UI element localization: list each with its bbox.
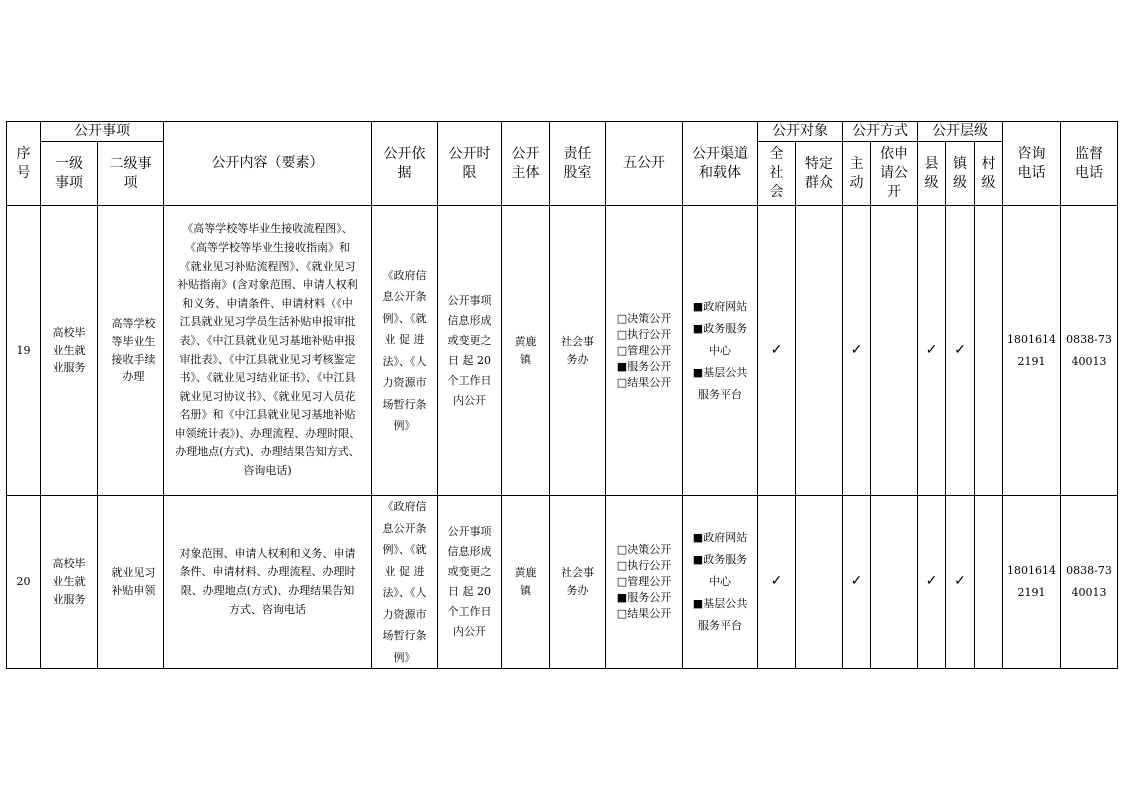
check-method-active: ✓ (843, 206, 871, 496)
table-header (7, 122, 1118, 206)
table-row (7, 206, 1118, 496)
cell-subject: 黄鹿 镇 (502, 496, 550, 669)
cell-level1: 高校毕 业生就 业服务 (41, 496, 98, 669)
cell-seq: 19 (7, 206, 41, 496)
header-channel: 公开渠道 和载体 (683, 122, 758, 206)
header-level1: 一级 事项 (41, 142, 98, 206)
cell-level2: 高等学校 等毕业生 接收手续 办理 (98, 206, 164, 496)
cell-content: 《高等学校等毕业生接收流程图》、 《高等学校等毕业生接收指南》和 《就业见习补贴流程图》、《就业见习 补贴指南》(含对象范围、申请人权利 和义务、申请条件、申请材料（《中 江县就业见习学员生活补贴申报审批 表》、《中江县就业见习基地补贴申报 审批表》、《中江县就业见习考核鉴定 书》、《就业见习结业证书》、《中江县 就业见习协议书》、《就业见习人员花 名册》和《中江县就业见习基地补贴 申领统计表》)、办理流程、办理时限、 办理地点(方式)、办理结果告知方式、 咨询电话) (164, 206, 372, 496)
header-level-village: 村 级 (975, 142, 1003, 206)
check-level-village (975, 496, 1003, 669)
cell-basis: 《政府信 息公开条 例》、《就 业 促 进 法》、《人 力资源市 场暂行条 例》 (372, 206, 438, 496)
header-level-town: 镇 级 (946, 142, 975, 206)
header-level-county: 县 级 (918, 142, 946, 206)
cell-dept: 社会事 务办 (550, 496, 606, 669)
cell-dept: 社会事 务办 (550, 206, 606, 496)
header-content: 公开内容（要素） (164, 122, 372, 206)
check-target-all: ✓ (758, 206, 796, 496)
header-supervise-phone: 监督 电话 (1061, 122, 1118, 206)
cell-time-limit: 公开事项 信息形成 或变更之 日 起 20 个工作日 内公开 (438, 206, 502, 496)
cell-supervise-phone: 0838-73 40013 (1061, 496, 1118, 669)
check-level-town: ✓ (946, 206, 975, 496)
cell-basis: 《政府信 息公开条 例》、《就 业 促 进 法》、《人 力资源市 场暂行条 例》 (372, 496, 438, 669)
header-method-active: 主 动 (843, 142, 871, 206)
header-subject: 公开 主体 (502, 122, 550, 206)
cell-channel: ■政府网站 ■政务服务 中心 ■基层公共 服务平台 (683, 206, 758, 496)
header-target-all: 全 社 会 (758, 142, 796, 206)
check-method-active: ✓ (843, 496, 871, 669)
header-level-group: 公开层级 (918, 122, 1003, 142)
cell-subject: 黄鹿 镇 (502, 206, 550, 496)
header-basis: 公开依 据 (372, 122, 438, 206)
check-level-county: ✓ (918, 496, 946, 669)
cell-time-limit: 公开事项 信息形成 或变更之 日 起 20 个工作日 内公开 (438, 496, 502, 669)
cell-five: □决策公开 □执行公开 □管理公开 ■服务公开 □结果公开 (606, 206, 683, 496)
cell-supervise-phone: 0838-73 40013 (1061, 206, 1118, 496)
cell-seq: 20 (7, 496, 41, 669)
cell-consult-phone: 1801614 2191 (1003, 496, 1061, 669)
cell-channel: ■政府网站 ■政务服务 中心 ■基层公共 服务平台 (683, 496, 758, 669)
cell-content: 对象范围、申请人权利和义务、申请 条件、申请材料、办理流程、办理时 限、办理地点(方式)、办理结果告知 方式、咨询电话 (164, 496, 372, 669)
check-target-specific (796, 496, 843, 669)
check-level-town: ✓ (946, 496, 975, 669)
header-dept: 责任 股室 (550, 122, 606, 206)
header-method-apply: 依申 请公 开 (871, 142, 918, 206)
header-target-specific: 特定 群众 (796, 142, 843, 206)
header-seq: 序 号 (7, 122, 41, 206)
disclosure-table (6, 121, 1118, 669)
header-level2: 二级事 项 (98, 142, 164, 206)
cell-five: □决策公开 □执行公开 □管理公开 ■服务公开 □结果公开 (606, 496, 683, 669)
header-time-limit: 公开时 限 (438, 122, 502, 206)
check-target-specific (796, 206, 843, 496)
check-target-all: ✓ (758, 496, 796, 669)
cell-consult-phone: 1801614 2191 (1003, 206, 1061, 496)
check-level-village (975, 206, 1003, 496)
check-level-county: ✓ (918, 206, 946, 496)
cell-level2: 就业见习 补贴申领 (98, 496, 164, 669)
header-item-group: 公开事项 (41, 122, 164, 142)
header-five: 五公开 (606, 122, 683, 206)
check-method-apply (871, 206, 918, 496)
table-row (7, 496, 1118, 669)
header-target-group: 公开对象 (758, 122, 843, 142)
check-method-apply (871, 496, 918, 669)
cell-level1: 高校毕 业生就 业服务 (41, 206, 98, 496)
header-method-group: 公开方式 (843, 122, 918, 142)
header-consult-phone: 咨询 电话 (1003, 122, 1061, 206)
